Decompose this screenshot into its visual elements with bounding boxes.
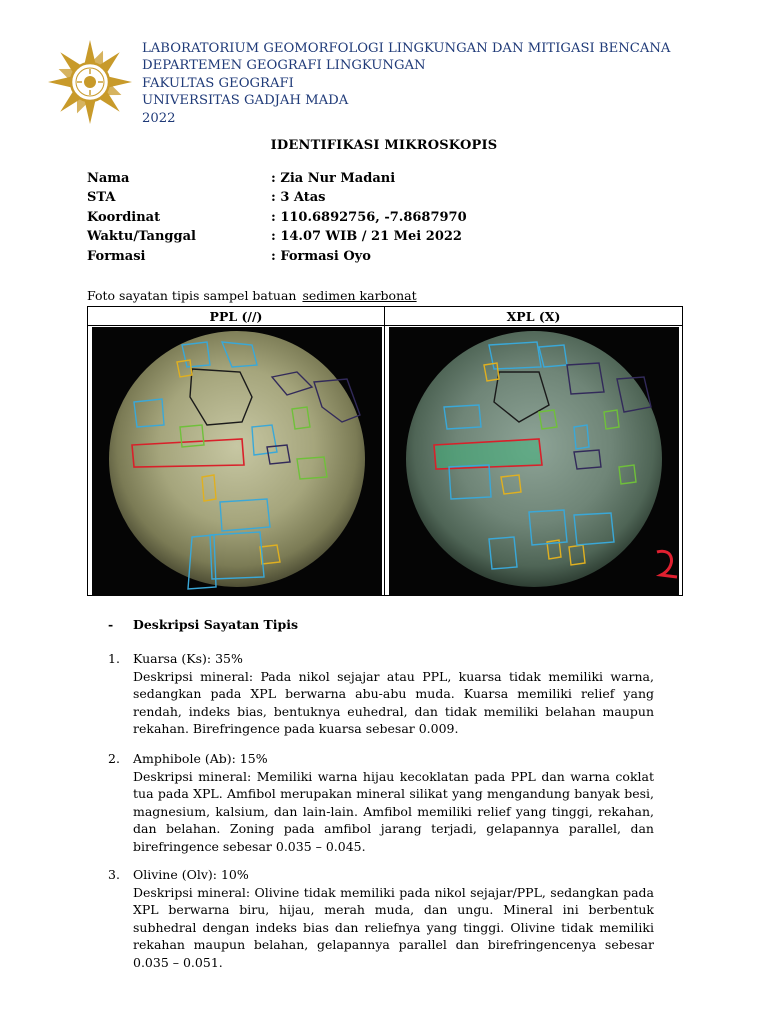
ppl-micrograph-image [92, 327, 382, 596]
info-value: : 14.07 WIB / 21 Mei 2022 [271, 229, 462, 245]
description-heading-text: Deskripsi Sayatan Tipis [133, 617, 299, 632]
bullet-dash: - [108, 617, 114, 632]
info-value: : Zia Nur Madani [271, 171, 396, 186]
letterhead [46, 38, 746, 130]
mineral-name: Kuarsa (Ks): 35% [133, 651, 243, 666]
info-label: Formasi [87, 248, 146, 264]
mineral-number: 2. [108, 751, 120, 766]
info-label: STA [87, 190, 116, 206]
sample-type: sedimen karbonat [302, 288, 417, 303]
mineral-description: Deskripsi mineral: Memiliki warna hijau kecoklatan pada PPL dan warna coklat tua pada XPL. Amfibol merupakan mineral silikat yang mengandung banyak besi, magnesium, kalsium, dan lain-lain. Amfibol memiliki relief yang tinggi, rekahan, dan belahan. Zoning pada amfibol jarang terjadi, gelapannya parallel, dan birefringence sebesar 0.035 – 0.045. [133, 768, 654, 854]
header-line-university: UNIVERSITAS GADJAH MADA [142, 93, 349, 109]
mineral-description: Deskripsi mineral: Olivine tidak memiliki pada nikol sejajar/PPL, sedangkan pada XPL berwarna biru, hijau, merah muda, dan ungu. Mineral ini berbentuk subhedral dengan indeks bias dan reliefnya yang tinggi. Olivine tidak memiliki rekahan maupun belahan, gelapannya parallel dan birefringencenya sebesar 0.035 – 0.051. [133, 884, 654, 970]
mineral-description: Deskripsi mineral: Pada nikol sejajar atau PPL, kuarsa tidak memiliki warna, sedangkan pada XPL berwarna abu-abu muda. Kuarsa memiliki relief yang rendah, indeks bias, bentuknya euhedral, dan tidak memiliki belahan maupun rekahan. Birefringence pada kuarsa sebesar 0.009. [133, 668, 654, 737]
xpl-photo [389, 327, 679, 596]
info-value: : 110.6892756, -7.8687970 [271, 209, 467, 225]
header-line-department: DEPARTEMEN GEOGRAFI LINGKUNGAN [142, 58, 426, 74]
page-title: IDENTIFIKASI MIKROSKOPIS [270, 138, 498, 153]
info-label: Koordinat [87, 209, 161, 225]
info-value: : Formasi Oyo [271, 248, 371, 264]
mineral-name: Olivine (Olv): 10% [133, 867, 249, 882]
info-label: Nama [87, 171, 130, 186]
mineral-number: 1. [108, 651, 120, 666]
photo-caption [87, 288, 417, 303]
institution-name [142, 40, 670, 127]
header-line-faculty: FAKULTAS GEOGRAFI [142, 75, 294, 91]
photo-caption-prefix: Foto sayatan tipis sampel batuan [87, 288, 297, 303]
xpl-micrograph-image [389, 327, 679, 596]
mineral-name: Amphibole (Ab): 15% [133, 751, 268, 766]
mineral-number: 3. [108, 867, 120, 882]
column-divider [384, 307, 385, 595]
header-divider [88, 325, 682, 326]
header-line-year: 2022 [142, 110, 176, 126]
ppl-header: PPL (//) [209, 309, 263, 324]
xpl-header: XPL (X) [506, 309, 561, 324]
info-value: : 3 Atas [271, 190, 326, 206]
ppl-photo [92, 327, 382, 596]
thin-section-table [87, 306, 683, 596]
university-seal-icon [46, 38, 134, 126]
header-line-lab: LABORATORIUM GEOMORFOLOGI LINGKUNGAN DAN MITIGASI BENCANA [142, 41, 671, 56]
info-label: Waktu/Tanggal [87, 229, 196, 245]
